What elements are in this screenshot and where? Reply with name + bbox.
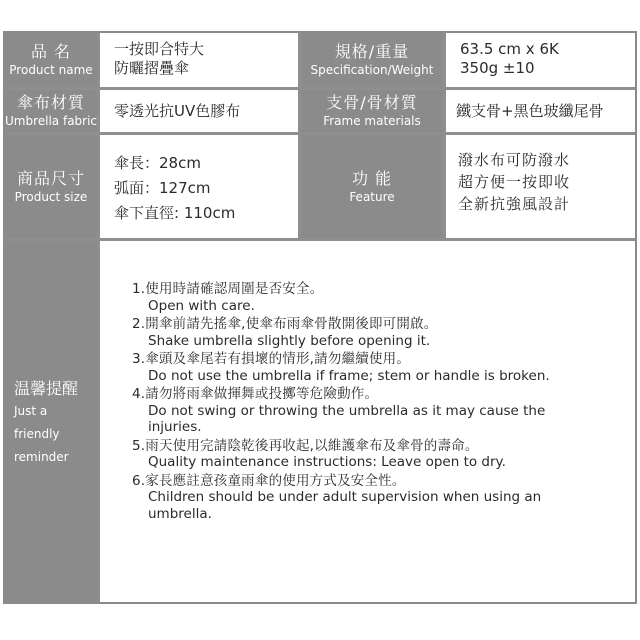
tip-item [132, 386, 635, 436]
size-label-zh: 商品尺寸 [16, 168, 85, 188]
fabric-label-zh: 傘布材質 [16, 93, 85, 112]
product-name-line: 一按即合特大 [114, 40, 205, 58]
tip-item [132, 351, 635, 384]
spec-line: 63.5 cm x 6K [460, 40, 559, 58]
reminder-label-en: Just a [14, 404, 48, 418]
column-divider [97, 33, 100, 602]
tip-zh: 6.家長應註意孩童雨傘的使用方式及安全性。 [132, 472, 406, 489]
fabric-text: 零透光抗UV色膠布 [114, 101, 241, 120]
feature-line: 潑水布可防潑水 [458, 151, 571, 169]
tip-en: Open with care. [148, 297, 255, 314]
product-name-label-en: Product name [9, 63, 93, 77]
size-label [5, 135, 97, 238]
feature-label-zh: 功 能 [351, 168, 393, 188]
reminder-label-en: friendly [14, 427, 60, 441]
tip-zh: 3.傘頭及傘尾若有損壞的情形,請勿繼續使用。 [132, 351, 411, 367]
tip-zh: 2.開傘前請先搖傘,使傘布雨傘骨散開後即可開啟。 [132, 316, 438, 332]
frame-label-zh: 支骨/骨材質 [326, 93, 418, 112]
product-spec-sheet [3, 31, 637, 604]
feature-label [301, 135, 443, 238]
feature-label-en: Feature [349, 189, 395, 204]
product-name-line: 防曬摺疊傘 [114, 59, 190, 77]
tip-item [132, 473, 635, 523]
tip-en: Children should be under adult supervision when using an umbrella. [148, 489, 542, 522]
spec-weight-label-zh: 規格/重量 [334, 42, 410, 61]
spec-weight-value [446, 33, 635, 87]
tip-en: Do not use the umbrella if frame; stem or handle is broken. [148, 367, 550, 384]
fabric-label-en: Umbrella fabric [5, 114, 97, 128]
tip-zh: 1.使用時請確認周圍是否安全。 [132, 281, 324, 297]
product-name-label-zh: 品 名 [30, 42, 72, 61]
frame-text: 鐵支骨+黑色玻纖尾骨 [456, 101, 604, 120]
tip-en: Do not swing or throwing the umbrella as it may cause the injuries. [148, 402, 546, 435]
frame-label-en: Frame materials [323, 114, 421, 128]
column-divider [443, 33, 446, 238]
reminder-tips [100, 241, 635, 602]
tip-item [132, 281, 635, 314]
size-value [100, 135, 298, 238]
feature-value [446, 135, 635, 238]
size-line: 弧面：127cm [114, 179, 211, 197]
tip-en: Shake umbrella slightly before opening it. [148, 332, 431, 349]
column-divider [298, 33, 301, 238]
tip-item [132, 316, 635, 349]
size-line: 傘長：28cm [114, 154, 201, 172]
fabric-value [100, 90, 298, 132]
spec-weight-label-en: Specification/Weight [310, 63, 434, 77]
spec-line: 350g ±10 [460, 59, 535, 77]
tip-zh: 4.請勿將雨傘做揮舞或投擲等危險動作。 [132, 386, 379, 402]
frame-value [446, 90, 635, 132]
product-name-label [5, 33, 97, 87]
tip-item [132, 438, 635, 471]
size-line: 傘下直徑: 110cm [114, 204, 236, 222]
size-label-en: Product size [14, 189, 88, 204]
reminder-label [5, 241, 97, 602]
feature-line: 超方便一按即收 [458, 173, 571, 191]
frame-label [301, 90, 443, 132]
reminder-label-zh: 温馨提醒 [14, 379, 79, 398]
spec-weight-label [301, 33, 443, 87]
tip-zh: 5.雨天使用完請陰乾後再收起,以維護傘布及傘骨的壽命。 [132, 437, 479, 454]
fabric-label [5, 90, 97, 132]
reminder-label-en: reminder [14, 450, 69, 464]
feature-line: 全新抗強風設計 [458, 195, 571, 213]
product-name-value [100, 33, 298, 87]
tip-en: Quality maintenance instructions: Leave open to dry. [148, 454, 506, 470]
